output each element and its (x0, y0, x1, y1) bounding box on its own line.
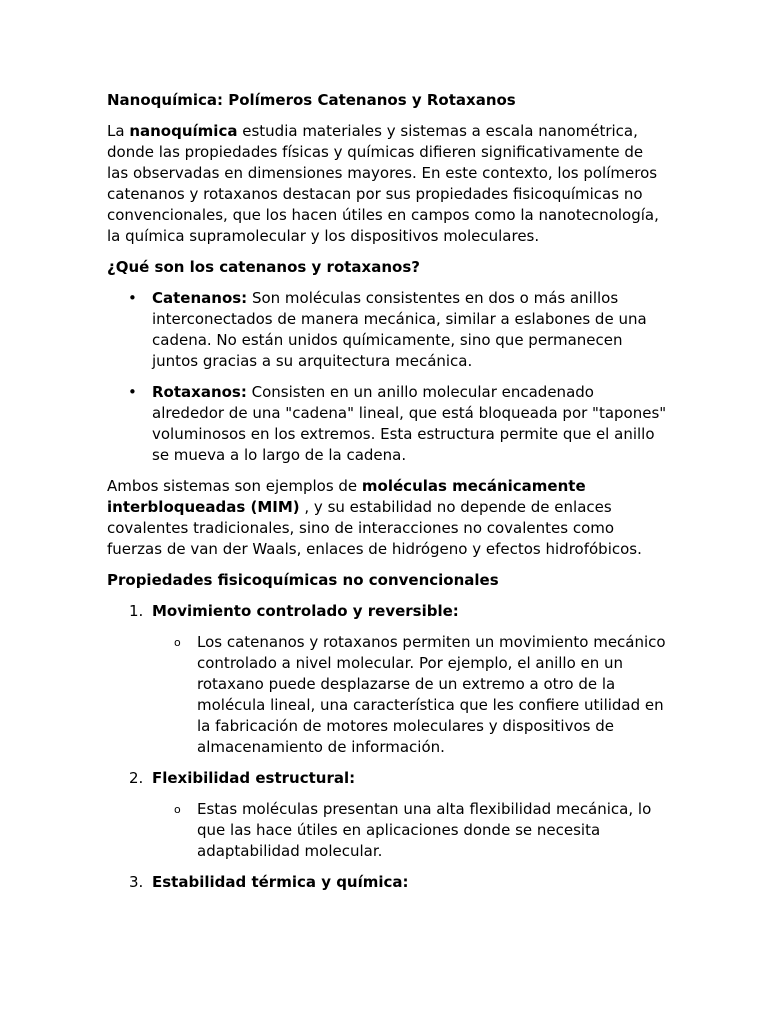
property-item-estabilidad (107, 872, 667, 893)
property-title: Flexibilidad estructural: (152, 769, 356, 787)
circle-bullet-icon: o (174, 636, 181, 649)
definitions-list (107, 288, 667, 466)
property-detail (152, 632, 667, 758)
definition-term: Catenanos: (152, 289, 248, 307)
document-title: Nanoquímica: Polímeros Catenanos y Rotaxanos (107, 91, 516, 109)
property-item-movimiento (107, 601, 667, 758)
intro-paragraph (107, 121, 667, 247)
bullet-icon: • (128, 289, 137, 307)
properties-list (107, 601, 667, 893)
circle-bullet-icon: o (174, 803, 181, 816)
property-detail-text: Estas moléculas presentan una alta flexibilidad mecánica, lo que las hace útiles en aplicaciones donde se necesita adaptabilidad molecular. (197, 800, 652, 860)
list-number: 2. (129, 769, 144, 787)
definition-text: Consisten en un anillo molecular encadenado alrededor de una "cadena" lineal, que está bloqueada por "tapones" voluminosos en los extremos. Esta estructura permite que el anillo se mueva a lo largo de la cadena. (152, 383, 667, 464)
definition-text: Son moléculas consistentes en dos o más anillos interconectados de manera mecánica, similar a eslabones de una cadena. No están unidos químicamente, sino que permanecen juntos gracias a su arquitectura mecánica. (152, 289, 647, 370)
intro-text-rest: estudia materiales y sistemas a escala nanométrica, donde las propiedades físicas y químicas difieren significativamente de las observadas en dimensiones mayores. En este contexto, los polímeros catenanos y rotaxanos destacan por sus propiedades fisicoquímicas no convencionales, que los hacen útiles en campos como la nanotecnología, la química supramolecular y los dispositivos moleculares. (107, 122, 659, 245)
definition-term: Rotaxanos: (152, 383, 247, 401)
property-title: Movimiento controlado y reversible: (152, 602, 459, 620)
section-heading-propiedades: Propiedades fisicoquímicas no convencionales (107, 571, 499, 589)
property-detail-text: Los catenanos y rotaxanos permiten un movimiento mecánico controlado a nivel molecular. Por ejemplo, el anillo en un rotaxano puede desplazarse de un extremo a otro de la molécula lineal, una característica que les confiere utilidad en la fabricación de motores moleculares y dispositivos de almacenamiento de información. (197, 633, 666, 756)
bullet-icon: • (128, 383, 137, 401)
document-page (107, 90, 667, 903)
list-number: 1. (129, 602, 144, 620)
property-detail-list (152, 632, 667, 758)
mim-bold-term: moléculas mecánicamente interbloqueadas (MIM) (107, 477, 586, 516)
property-detail-list (152, 799, 667, 862)
intro-text-start: La (107, 122, 130, 140)
list-item-catenanos (107, 288, 667, 372)
mim-text-rest: , y su estabilidad no depende de enlaces covalentes tradicionales, sino de interacciones no covalentes como fuerzas de van der Waals, enlaces de hidrógeno y efectos hidrofóbicos. (107, 498, 642, 558)
property-item-flexibilidad (107, 768, 667, 862)
mim-text-start: Ambos sistemas son ejemplos de (107, 477, 362, 495)
section-heading-catenanos-rotaxanos: ¿Qué son los catenanos y rotaxanos? (107, 258, 420, 276)
list-number: 3. (129, 873, 144, 891)
property-title: Estabilidad térmica y química: (152, 873, 409, 891)
mim-paragraph (107, 476, 667, 560)
intro-bold-term: nanoquímica (129, 122, 238, 140)
list-item-rotaxanos (107, 382, 667, 466)
property-detail (152, 799, 667, 862)
